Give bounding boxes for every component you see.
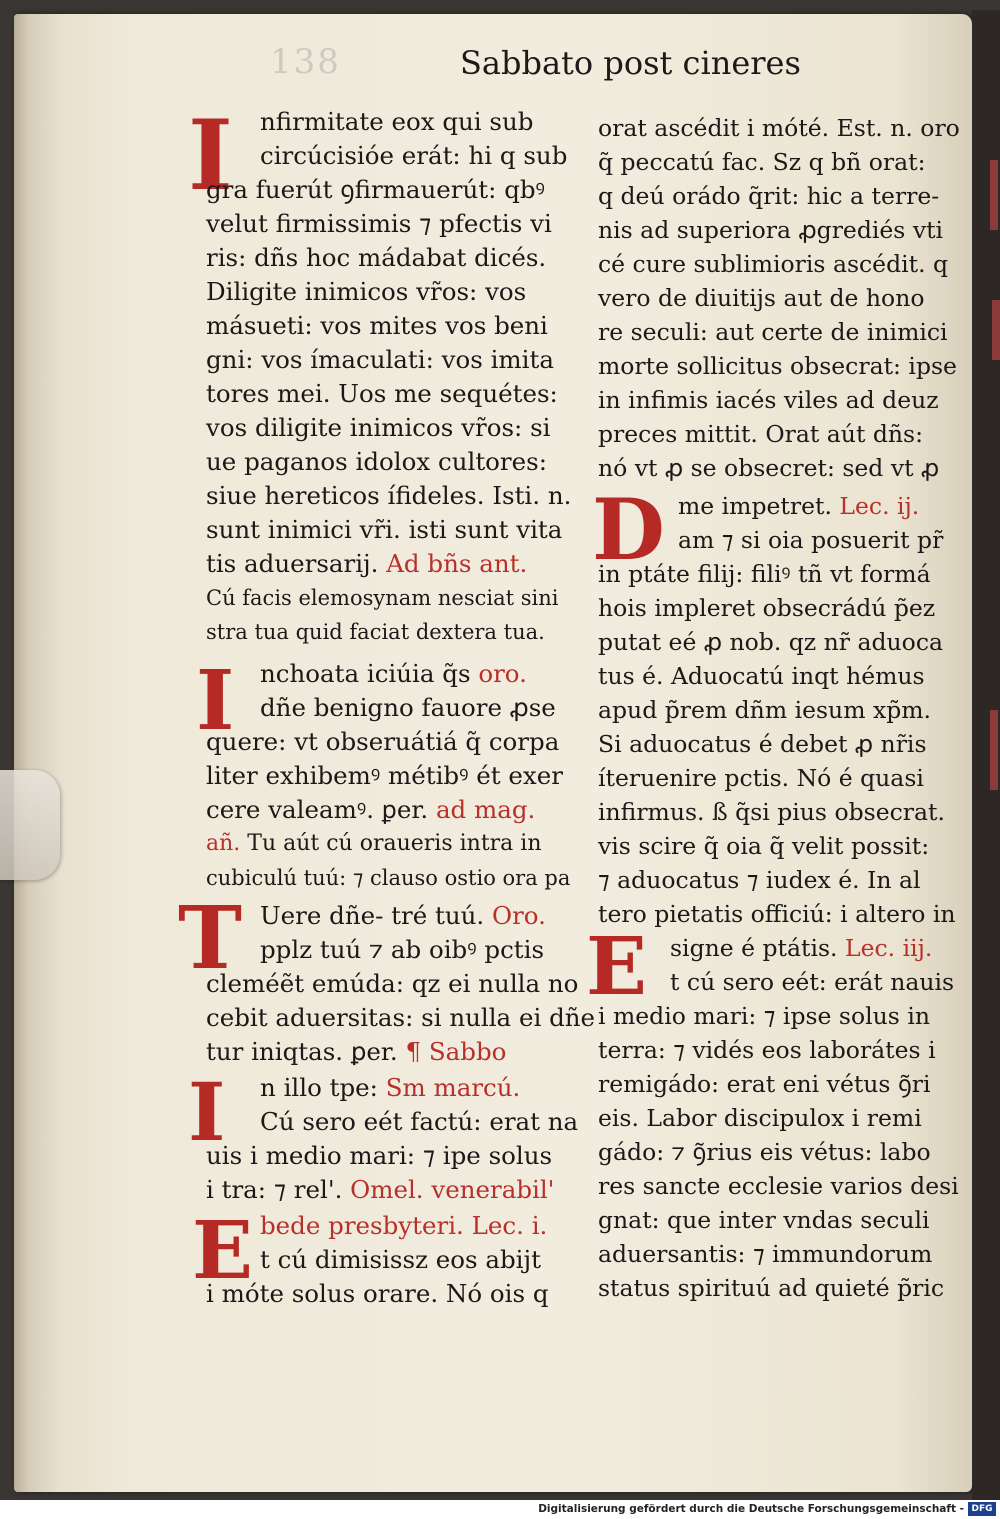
text-line: in ptáte filij: filiꝰ tñ vt formá [598,560,931,588]
text-line: putat eé ꝓ nob. qz nr̃ aduoca [598,628,944,656]
text-line [206,794,535,826]
text-line [260,900,546,932]
text-line: am ⁊ si oia posuerit pr̃ [678,526,944,554]
text-line: q deú orádo q̃rit: hic a terre- [598,182,940,210]
text-segment: tis aduersarij. [206,549,387,578]
text-line: ris: dñs hoc mádabat dicés. [206,243,547,272]
text-line: circúcisióe erát: hi q sub [260,141,568,170]
text-line: preces mittit. Orat aút dñs: [598,420,924,448]
rubric: Oro. [492,901,546,930]
text-segment: Uere dñe- tré tuú. [260,901,492,930]
text-line: Si aduocatus é debet ꝓ nr̃is [598,730,927,758]
rubric: Omel. venerabil' [350,1175,555,1204]
text-line: remigádo: erat eni vétus ꝯ̃ri [598,1070,931,1098]
text-line: in infimis iacés viles ad deuz [598,386,939,414]
text-line: tero pietatis officiú: i altero in [598,900,956,928]
text-line: velut firmissimis ⁊ pfectis vi [206,209,552,238]
text-line [206,548,527,580]
folio-number: 138 [270,42,341,82]
text-line: infirmus. ß q̃si pius obsecrat. [598,798,945,826]
text-line: i medio mari: ⁊ ipse solus in [598,1002,930,1030]
text-line: gnat: que inter vndas seculi [598,1206,930,1234]
rubric: ad mag. [435,795,536,824]
book-edge [972,10,1000,1500]
text-line: eis. Labor discipulox i remi [598,1104,922,1132]
text-line: nfirmitate eox qui sub [260,107,534,136]
text-line: gni: vos ímaculati: vos imita [206,345,554,374]
text-segment: me impetret. [678,492,840,520]
text-segment: cere valeamꝰ. ꝑer. [206,795,436,824]
running-head: Sabbato post cineres [460,44,801,82]
initial-letter: I [196,653,235,749]
edge-tab [990,710,998,790]
text-line: tores mei. Uos me sequétes: [206,379,558,408]
text-line [206,1174,554,1206]
text-line: vis scire q̃ oia q̃ velit possit: [598,832,930,860]
text-line: quere: vt obseruátiá q̃ corpa [206,727,560,756]
text-line: nó vt ꝓ se obsecret: sed vt ꝓ [598,454,940,482]
text-line: Cú facis elemosynam nesciat sini [206,586,559,610]
edge-tab [990,160,998,230]
text-line [260,658,527,690]
initial-letter: T [178,888,242,989]
initial-letter: E [586,919,647,1013]
rubric: bede presbyteri. [260,1211,472,1240]
funding-note: Digitalisierung gefördert durch die Deutsche Forschungsgemeinschaft - [538,1503,964,1515]
text-line: cleméẽt emúda: qz ei nulla no [206,969,579,998]
text-line: nis ad superiora ꝓgrediés vti [598,216,944,244]
text-line [678,490,919,522]
text-line: t cú sero eét: erát nauis [670,968,955,996]
text-line: t cú dimisissz eos abijt [260,1245,541,1274]
text-line: sunt inimici vr̃i. isti sunt vita [206,515,563,544]
rubric: Lec. i. [471,1211,548,1240]
text-line: dñe benigno fauore ꝓse [260,693,556,722]
initial-letter: D [592,480,665,579]
text-line: status spirituú ad quieté p̃ric [598,1274,945,1302]
text-line: liter exhibemꝰ métibꝰ ét exer [206,761,563,790]
text-line: res sancte ecclesie varios desi [598,1172,959,1200]
text-line: cebit aduersitas: si nulla ei dñe [206,1003,596,1032]
text-line: apud p̃rem dñm iesum xp̃m. [598,696,931,724]
text-line: orat ascédit i móté. Est. n. oro [598,114,960,142]
initial-letter: I [188,1065,226,1159]
text-line: re seculi: aut certe de inimici [598,318,948,346]
edge-tab [992,300,1000,360]
text-line: hois impleret obsecrádú p̃ez [598,594,936,622]
rubric: Ad bñs ant. [386,549,528,578]
rubric: oro. [478,659,527,688]
text-segment: n illo tpe: [260,1073,386,1102]
text-line: morte sollicitus obsecrat: ipse [598,352,957,380]
rubric: ¶ Sabbo [405,1037,507,1066]
text-line [206,828,542,860]
text-line [206,1036,506,1068]
text-line: gra fuerút ꝯfirmauerút: qbꝰ [206,175,545,204]
text-line: cubiculú tuú: ⁊ clauso ostio ora pa [206,866,571,890]
text-line: uis i medio mari: ⁊ ipe solus [206,1141,553,1170]
initial-letter: I [188,99,233,212]
text-line: ⁊ aduocatus ⁊ iudex é. In al [598,866,921,894]
text-line: Diligite inimicos vr̃os: vos [206,277,527,306]
text-line: ue paganos idolox cultores: [206,447,547,476]
text-line [670,932,932,964]
dfg-logo: DFG [968,1502,996,1516]
rubric: añ. [206,831,241,856]
text-line: gádo: ⁊ ꝯ̃rius eis vétus: labo [598,1138,931,1166]
text-segment: tur iniqtas. ꝑer. [206,1037,406,1066]
text-line: vero de diuitijs aut de hono [598,284,925,312]
text-line: vos diligite inimicos vr̃os: si [206,413,551,442]
rubric: Lec. ij. [839,492,920,520]
text-line: íteruenire pctis. Nó é quasi [598,764,924,792]
text-segment: nchoata iciúia q̃s [260,659,479,688]
text-line: siue hereticos ífideles. Isti. n. [206,481,572,510]
page-clip [0,770,60,880]
rubric: Lec. iij. [844,934,933,962]
text-line: i móte solus orare. Nó ois q [206,1279,549,1308]
text-line: q̃ peccatú fac. Sz q bñ orat: [598,148,926,176]
text-line: cé cure sublimioris ascédit. q [598,250,949,278]
text-segment: signe é ptátis. [670,934,845,962]
text-line: pplz tuú ⁊ ab oibꝰ pctis [260,935,545,964]
text-line: másueti: vos mites vos beni [206,311,548,340]
text-segment: Tu aút cú oraueris intra in [247,831,542,856]
text-line: Cú sero eét factú: erat na [260,1107,579,1136]
text-line [260,1210,547,1242]
text-line [260,1072,520,1104]
page-gutter [14,14,40,1492]
text-line: terra: ⁊ vidés eos laborátes i [598,1036,936,1064]
text-line: aduersantis: ⁊ immundorum [598,1240,933,1268]
rubric: Sm marcú. [385,1073,521,1102]
text-line: tus é. Aduocatú inqt hémus [598,662,925,690]
text-segment: i tra: ⁊ rel'. [206,1175,351,1204]
text-line: stra tua quid faciat dextera tua. [206,620,545,644]
initial-letter: E [192,1203,253,1297]
